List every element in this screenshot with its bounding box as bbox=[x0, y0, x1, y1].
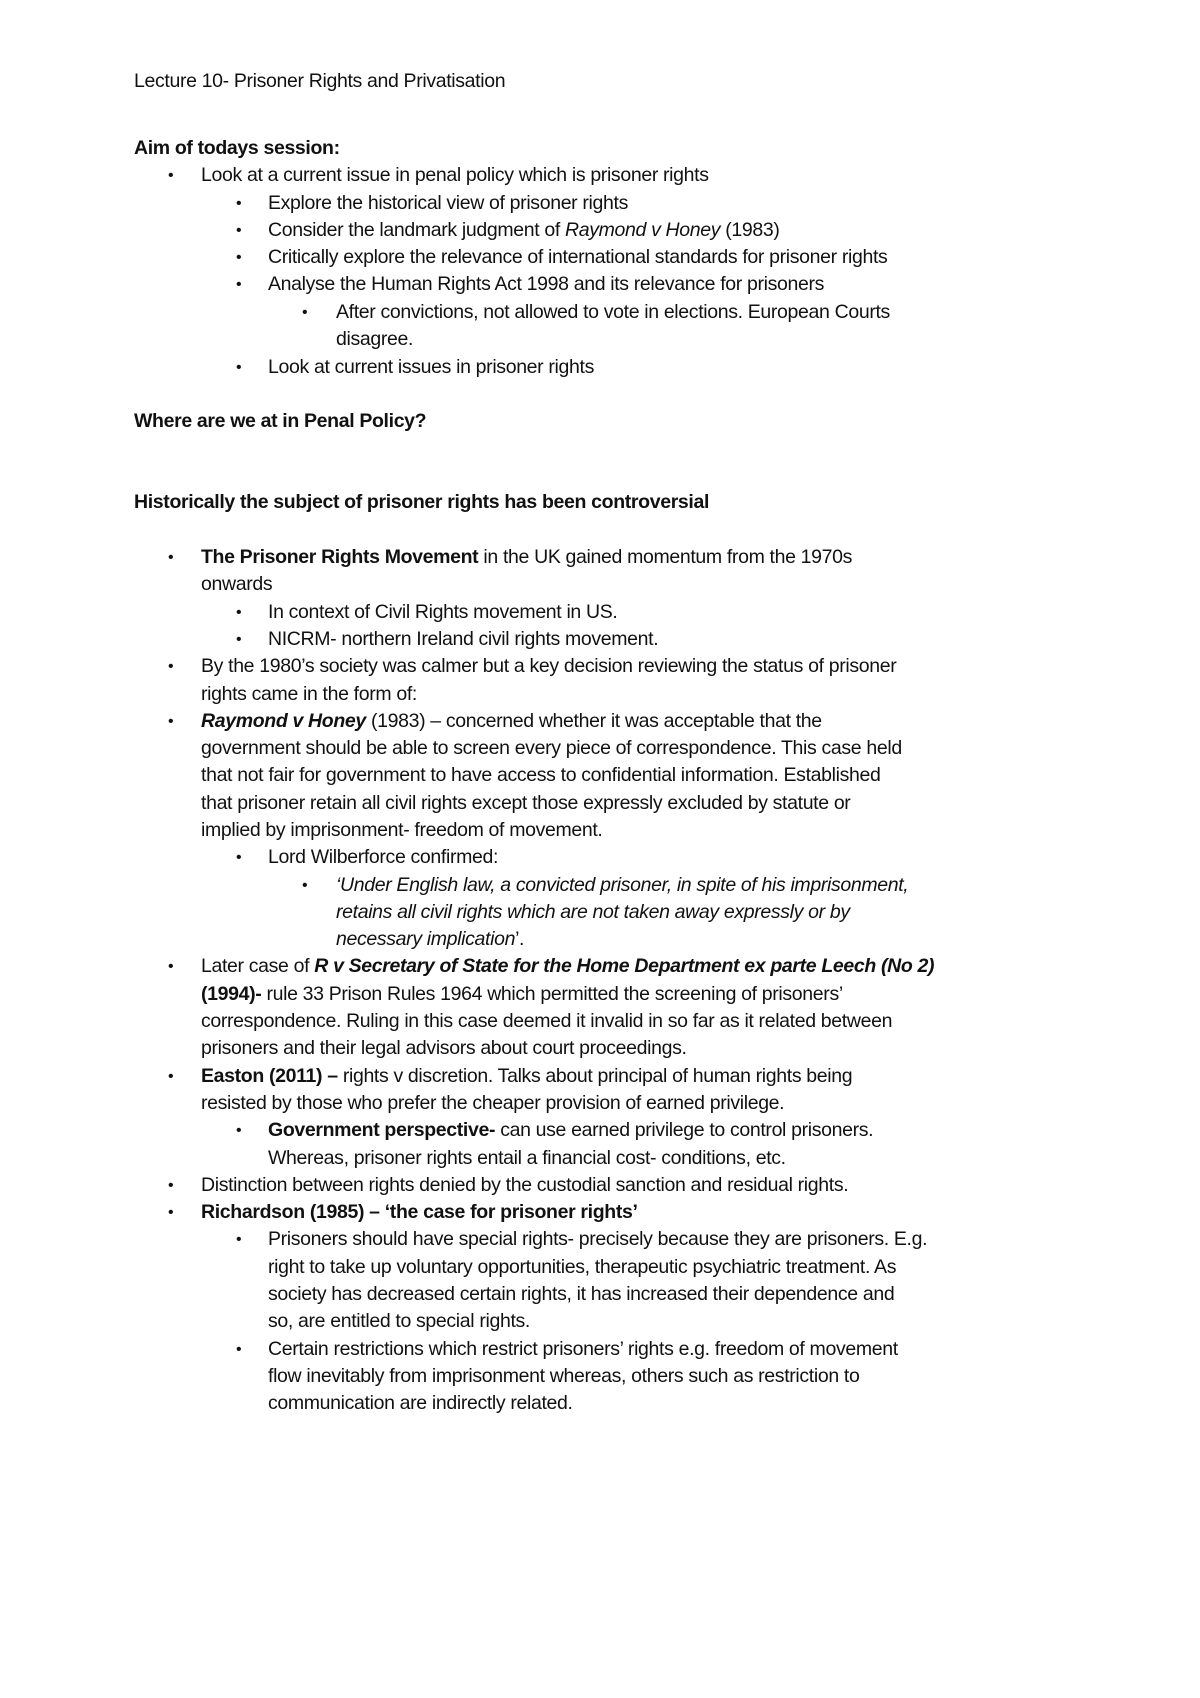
aim-subsubitem-cont: disagree. bbox=[336, 328, 414, 350]
history-item: Distinction between rights denied by the custodial sanction and residual rights. bbox=[201, 1174, 849, 1196]
history-subitem: Certain restrictions which restrict prisoners’ rights e.g. freedom of movement bbox=[268, 1338, 898, 1360]
history-subitem-cont: Whereas, prisoner rights entail a financial cost- conditions, etc. bbox=[268, 1147, 786, 1169]
history-item-cont: that not fair for government to have access to confidential information. Established bbox=[201, 764, 881, 786]
bullet-icon: • bbox=[168, 1068, 174, 1085]
bullet-icon: • bbox=[236, 631, 242, 648]
bullet-icon: • bbox=[168, 1177, 174, 1194]
history-item: By the 1980’s society was calmer but a key decision reviewing the status of prisoner bbox=[201, 655, 897, 677]
quote-line: retains all civil rights which are not taken away expressly or by bbox=[336, 901, 850, 923]
bullet-icon: • bbox=[236, 604, 242, 621]
history-subitem: In context of Civil Rights movement in US. bbox=[268, 601, 618, 623]
history-item-cont: prisoners and their legal advisors about court proceedings. bbox=[201, 1037, 687, 1059]
aim-subitem: Consider the landmark judgment of Raymond v Honey (1983) bbox=[268, 219, 780, 241]
history-subitem: NICRM- northern Ireland civil rights movement. bbox=[268, 628, 659, 650]
history-subitem: Lord Wilberforce confirmed: bbox=[268, 846, 499, 868]
bullet-icon: • bbox=[236, 1231, 242, 1248]
history-item-cont: implied by imprisonment- freedom of movement. bbox=[201, 819, 603, 841]
history-item-cont: correspondence. Ruling in this case deemed it invalid in so far as it related between bbox=[201, 1010, 893, 1032]
bullet-icon: • bbox=[236, 195, 242, 212]
bullet-icon: • bbox=[168, 713, 174, 730]
history-item: Raymond v Honey (1983) – concerned whether it was acceptable that the bbox=[201, 710, 822, 732]
history-item: Easton (2011) – rights v discretion. Talks about principal of human rights being bbox=[201, 1065, 853, 1087]
bullet-icon: • bbox=[168, 958, 174, 975]
bullet-icon: • bbox=[236, 249, 242, 266]
history-item-cont: resisted by those who prefer the cheaper provision of earned privilege. bbox=[201, 1092, 785, 1114]
aim-subitem: Critically explore the relevance of international standards for prisoner rights bbox=[268, 246, 888, 268]
history-item: Richardson (1985) – ‘the case for prisoner rights’ bbox=[201, 1201, 638, 1223]
bullet-icon: • bbox=[168, 1204, 174, 1221]
history-item-cont: that prisoner retain all civil rights except those expressly excluded by statute or bbox=[201, 792, 851, 814]
history-subitem-cont: right to take up voluntary opportunities, therapeutic psychiatric treatment. As bbox=[268, 1256, 897, 1278]
aims-heading: Aim of todays session: bbox=[134, 137, 340, 159]
history-subitem-cont: society has decreased certain rights, it has increased their dependence and bbox=[268, 1283, 895, 1305]
aim-subitem: Explore the historical view of prisoner rights bbox=[268, 192, 628, 214]
case-name: R v Secretary of State for the Home Department ex parte Leech (No 2) bbox=[314, 955, 935, 977]
case-name: Raymond v Honey bbox=[201, 710, 366, 732]
bullet-icon: • bbox=[236, 222, 242, 239]
lecture-title: Lecture 10- Prisoner Rights and Privatisation bbox=[134, 70, 506, 92]
bullet-icon: • bbox=[236, 359, 242, 376]
quote-line: necessary implication’. bbox=[336, 928, 525, 950]
quote-line: ‘Under English law, a convicted prisoner, in spite of his imprisonment, bbox=[336, 874, 909, 896]
aim-subitem: Analyse the Human Rights Act 1998 and its relevance for prisoners bbox=[268, 273, 825, 295]
history-subitem-cont: flow inevitably from imprisonment whereas, others such as restriction to bbox=[268, 1365, 860, 1387]
history-item-cont: onwards bbox=[201, 573, 273, 595]
bullet-icon: • bbox=[168, 549, 174, 566]
history-subitem: Government perspective- can use earned privilege to control prisoners. bbox=[268, 1119, 874, 1141]
case-name: Raymond v Honey bbox=[565, 219, 721, 241]
history-subitem-cont: communication are indirectly related. bbox=[268, 1392, 573, 1414]
bullet-icon: • bbox=[168, 167, 174, 184]
bullet-icon: • bbox=[236, 276, 242, 293]
bullet-icon: • bbox=[236, 849, 242, 866]
history-item-cont: (1994)- rule 33 Prison Rules 1964 which permitted the screening of prisoners’ bbox=[201, 983, 843, 1005]
aim-subitem: Look at current issues in prisoner rights bbox=[268, 356, 594, 378]
history-item-cont: rights came in the form of: bbox=[201, 683, 417, 705]
aim-subsubitem: After convictions, not allowed to vote in elections. European Courts bbox=[336, 301, 890, 323]
bullet-icon: • bbox=[302, 877, 308, 894]
bullet-icon: • bbox=[236, 1341, 242, 1358]
history-item: The Prisoner Rights Movement in the UK gained momentum from the 1970s bbox=[201, 546, 853, 568]
bullet-icon: • bbox=[236, 1122, 242, 1139]
history-item: Later case of R v Secretary of State for the Home Department ex parte Leech (No 2) bbox=[201, 955, 935, 977]
section-heading: Historically the subject of prisoner rights has been controversial bbox=[134, 491, 710, 513]
aim-item: Look at a current issue in penal policy which is prisoner rights bbox=[201, 164, 709, 186]
bullet-icon: • bbox=[168, 658, 174, 675]
section-heading: Where are we at in Penal Policy? bbox=[134, 410, 427, 432]
history-subitem-cont: so, are entitled to special rights. bbox=[268, 1310, 530, 1332]
history-item-cont: government should be able to screen every piece of correspondence. This case held bbox=[201, 737, 902, 759]
history-subitem: Prisoners should have special rights- precisely because they are prisoners. E.g. bbox=[268, 1228, 928, 1250]
bullet-icon: • bbox=[302, 304, 308, 321]
